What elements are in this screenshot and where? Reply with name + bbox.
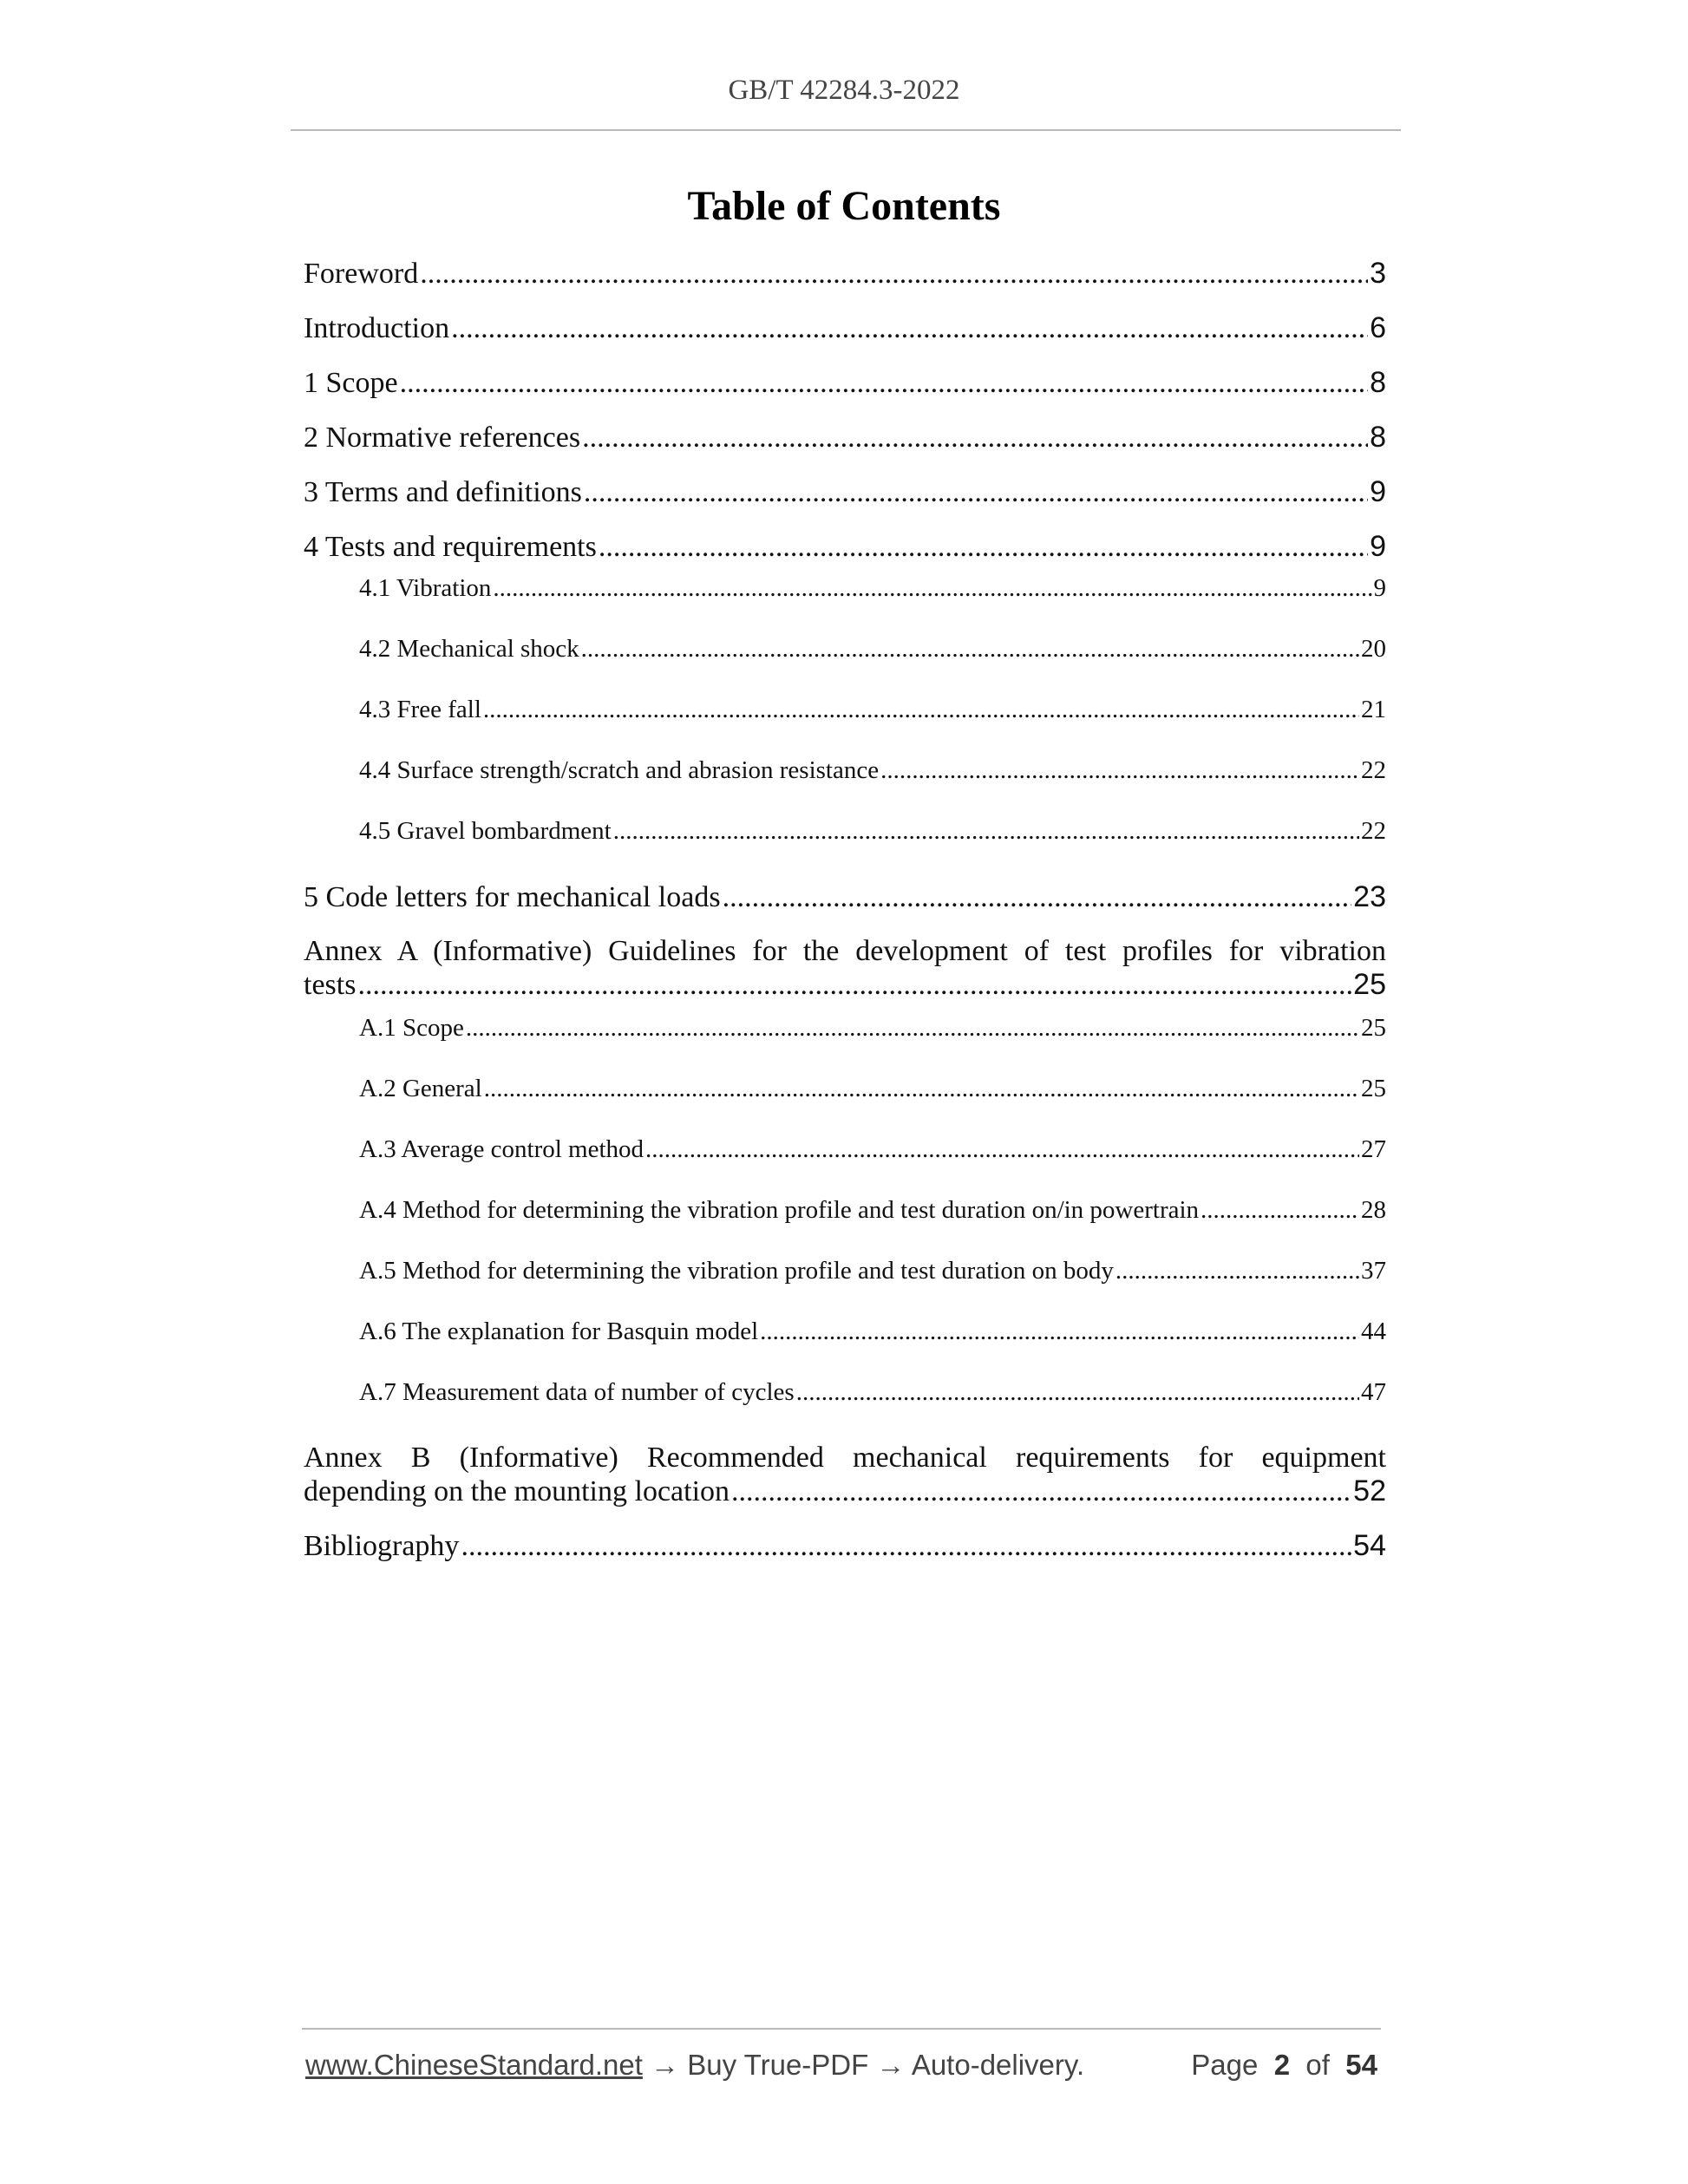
- toc-entry-page: 25: [1361, 1014, 1386, 1042]
- toc-entry-label: 4 Tests and requirements: [304, 531, 597, 563]
- toc-entry-annex-a[interactable]: [304, 935, 1386, 1002]
- footer-promo-text: → Buy True-PDF → Auto-delivery.: [642, 2049, 1085, 2081]
- toc-entry-label: 4.1 Vibration: [359, 574, 492, 602]
- toc-entry-label: 4.2 Mechanical shock: [359, 635, 579, 663]
- footer-promo: [305, 2049, 1084, 2082]
- toc-entry-label: A.4 Method for determining the vibration profile and test duration on/in powertrain: [359, 1196, 1200, 1224]
- toc-entry-label: 4.5 Gravel bombardment: [359, 817, 612, 845]
- dot-leader: [584, 476, 1368, 509]
- dot-leader: [880, 756, 1359, 785]
- dot-leader: [400, 367, 1368, 400]
- toc-subentry-gravel-bombardment[interactable]: [304, 817, 1386, 846]
- toc-entry-label-line1: Annex A (Informative) Guidelines for the development of test profiles for vibration: [304, 935, 1386, 967]
- footer-divider: [302, 2028, 1381, 2030]
- page-footer: [305, 2049, 1377, 2082]
- toc-entry-label: 4.3 Free fall: [359, 696, 481, 723]
- toc-subentry-a6-basquin[interactable]: [304, 1318, 1386, 1346]
- page-word: Page: [1191, 2049, 1259, 2081]
- toc-entry-page: 9: [1373, 574, 1386, 602]
- toc-entry-page: 3: [1370, 257, 1386, 290]
- toc-entry-annex-b[interactable]: [304, 1442, 1386, 1508]
- toc-entry-page: 27: [1361, 1135, 1386, 1163]
- toc-subentry-vibration[interactable]: [304, 574, 1386, 603]
- dot-leader: [599, 531, 1368, 564]
- toc-entry-page: 22: [1361, 756, 1386, 784]
- toc-subentry-a4-powertrain[interactable]: [304, 1196, 1386, 1225]
- toc-entry-page: 37: [1361, 1257, 1386, 1285]
- toc-entry-introduction[interactable]: [304, 311, 1386, 345]
- dot-leader: [484, 1075, 1359, 1103]
- toc-entry-page: 25: [1361, 1075, 1386, 1102]
- toc-entry-label: A.2 General: [359, 1075, 482, 1102]
- toc-subentry-a5-body[interactable]: [304, 1257, 1386, 1285]
- dot-leader: [581, 635, 1359, 664]
- dot-leader: [1116, 1257, 1359, 1285]
- dot-leader: [461, 1530, 1351, 1563]
- toc-entry-page: 6: [1370, 311, 1386, 344]
- dot-leader: [466, 1014, 1359, 1043]
- toc-entry-label: 3 Terms and definitions: [304, 476, 582, 508]
- toc-subentry-free-fall[interactable]: [304, 696, 1386, 724]
- page-indicator: [1191, 2049, 1377, 2082]
- toc-entry-normative-references[interactable]: [304, 421, 1386, 454]
- toc-entry-code-letters[interactable]: [304, 880, 1386, 914]
- toc-entry-page: 22: [1361, 817, 1386, 845]
- dot-leader: [731, 1475, 1351, 1508]
- toc-entry-label: 1 Scope: [304, 367, 398, 399]
- document-header: GB/T 42284.3-2022: [728, 75, 960, 106]
- toc-subentry-a7-measurement[interactable]: [304, 1378, 1386, 1407]
- dot-leader: [483, 696, 1359, 724]
- toc-entry-label: Introduction: [304, 312, 450, 344]
- dot-leader: [613, 817, 1359, 846]
- header-divider: [291, 129, 1401, 131]
- toc-entry-page: 23: [1353, 880, 1386, 913]
- toc-entry-label: 5 Code letters for mechanical loads: [304, 881, 721, 913]
- toc-subentry-surface-strength[interactable]: [304, 756, 1386, 785]
- toc-entry-label-line1: Annex B (Informative) Recommended mechanical requirements for equipment: [304, 1442, 1386, 1474]
- toc-entry-terms-and-definitions[interactable]: [304, 475, 1386, 509]
- toc-entry-page: 9: [1370, 530, 1386, 563]
- dot-leader: [645, 1135, 1359, 1164]
- toc-entry-label: 2 Normative references: [304, 422, 581, 454]
- toc-entry-page: 47: [1361, 1378, 1386, 1406]
- toc-entry-label: Foreword: [304, 258, 419, 290]
- toc-entry-page: 54: [1353, 1529, 1386, 1562]
- toc-entry-page: 25: [1353, 968, 1386, 1001]
- toc-entry-label: 4.4 Surface strength/scratch and abrasion resistance: [359, 756, 880, 784]
- toc-entry-bibliography[interactable]: [304, 1529, 1386, 1563]
- toc-subentry-a2-general[interactable]: [304, 1075, 1386, 1103]
- toc-entry-label: Bibliography: [304, 1530, 460, 1562]
- of-word: of: [1305, 2049, 1330, 2081]
- toc-subentry-a3-average-control[interactable]: [304, 1135, 1386, 1164]
- toc-entry-label: A.6 The explanation for Basquin model: [359, 1318, 759, 1345]
- toc-entry-label: depending on the mounting location: [304, 1475, 730, 1507]
- toc-entry-label: A.3 Average control method: [359, 1135, 644, 1163]
- toc-entry-page: 21: [1361, 696, 1386, 723]
- toc-subentry-mechanical-shock[interactable]: [304, 635, 1386, 664]
- toc-entry-label: A.1 Scope: [359, 1014, 464, 1042]
- dot-leader: [493, 574, 1371, 603]
- toc-entry-label: tests: [304, 969, 357, 1001]
- dot-leader: [723, 881, 1352, 914]
- dot-leader: [451, 312, 1368, 345]
- toc-entry-page: 20: [1361, 635, 1386, 663]
- toc-entry-foreword[interactable]: [304, 257, 1386, 291]
- table-of-contents: [304, 257, 1386, 1563]
- toc-entry-page: 9: [1370, 475, 1386, 508]
- page-title: Table of Contents: [687, 183, 1001, 229]
- toc-entry-page: 44: [1361, 1318, 1386, 1345]
- dot-leader: [796, 1378, 1359, 1407]
- toc-entry-page: 8: [1370, 421, 1386, 454]
- dot-leader: [760, 1318, 1359, 1346]
- toc-entry-page: 52: [1353, 1475, 1386, 1507]
- dot-leader: [420, 258, 1368, 291]
- toc-entry-tests-and-requirements[interactable]: [304, 530, 1386, 564]
- current-page-number: 2: [1273, 2049, 1291, 2081]
- toc-entry-label: A.7 Measurement data of number of cycles: [359, 1378, 795, 1406]
- toc-entry-scope[interactable]: [304, 366, 1386, 400]
- toc-entry-label: A.5 Method for determining the vibration profile and test duration on body: [359, 1257, 1114, 1285]
- total-page-count: 54: [1345, 2049, 1377, 2081]
- dot-leader: [357, 969, 1351, 1002]
- website-link[interactable]: www.ChineseStandard.net: [305, 2049, 643, 2081]
- toc-subentry-a1-scope[interactable]: [304, 1014, 1386, 1043]
- dot-leader: [1201, 1196, 1359, 1225]
- toc-entry-page: 28: [1361, 1196, 1386, 1224]
- toc-entry-page: 8: [1370, 366, 1386, 399]
- dot-leader: [582, 422, 1368, 454]
